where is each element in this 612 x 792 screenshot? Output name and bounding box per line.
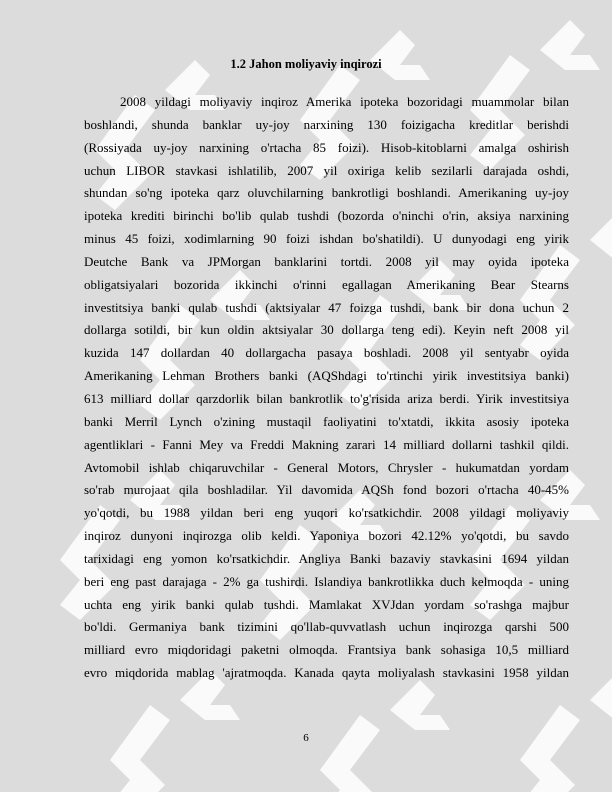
text-line: dollarga sotildi, bir kun oldin aktsiyalar 30 dollarga teng edi). Keyin neft 2008 yil <box>84 322 569 338</box>
text-line: investitsiya banki qulab tushdi (aktsiyalar 47 foizga tushdi, bank bir dona uchun 2 <box>84 299 569 315</box>
text-line: tarixidagi eng yomon ko'rsatkichdir. Angliya Banki bazaviy stavkasini 1694 yildan <box>84 550 569 566</box>
text-line: minus 45 foizi, xodimlarning 90 foizi ishdan bo'shatildi). U dunyodagi eng yirik <box>84 231 569 247</box>
text-line: so'rab murojaat qila boshladilar. Yil davomida AQSh fond bozori o'rtacha 40-45% <box>84 482 569 498</box>
text-line: bo'ldi. Germaniya bank tizimini qo'llab-quvvatlash uchun inqirozga qarshi 500 <box>84 619 569 635</box>
text-line: kuzida 147 dollardan 40 dollargacha pasaya boshladi. 2008 yil sentyabr oyida <box>84 345 569 361</box>
text-line: ipoteka krediti birinchi bo'lib qulab tushdi (bozorda o'ninchi o'rin, aksiya narxining <box>84 208 569 224</box>
body-paragraph <box>84 91 569 685</box>
text-line: shundan so'ng ipoteka qarz oluvchilarning bankrotligi boshlandi. Amerikaning uy-joy <box>84 185 569 201</box>
text-line: obligatsiyalari bozorida ikkinchi o'rinni egallagan Amerikaning Bear Stearns <box>84 276 569 292</box>
text-line: 613 milliard dollar qarzdorlik bilan bankrotlik to'g'risida ariza berdi. Yirik investitsiya <box>84 390 569 406</box>
page-number: 6 <box>303 732 309 744</box>
text-line: Avtomobil ishlab chiqaruvchilar - General Motors, Chrysler - hukumatdan yordam <box>84 459 569 475</box>
text-line: Amerikaning Lehman Brothers banki (AQShdagi to'rtinchi yirik investitsiya banki) <box>84 368 569 384</box>
text-line: uchta eng yirik banki qulab tushdi. Mamlakat XVJdan yordam so'rashga majbur <box>84 596 569 612</box>
text-line: inqiroz dunyoni inqirozga olib keldi. Yaponiya bozori 42.12% yo'qotdi, bu savdo <box>84 528 569 544</box>
text-line: 2008 yildagi moliyaviy inqiroz Amerika ipoteka bozoridagi muammolar bilan <box>120 94 569 109</box>
text-line: yo'qotdi, bu 1988 yildan beri eng yuqori ko'rsatkichdir. 2008 yildagi moliyaviy <box>84 505 569 521</box>
text-line: evro miqdorida mablag 'ajratmoqda. Kanada qayta moliyalash stavkasini 1958 yildan <box>84 665 569 681</box>
text-line: (Rossiyada uy-joy narxining o'rtacha 85 foizi). Hisob-kitoblarni amalga oshirish <box>84 139 569 155</box>
text-line: beri eng past darajaga - 2% ga tushirdi. Islandiya bankrotlikka duch kelmoqda - uning <box>84 573 569 589</box>
text-line: agentliklari - Fanni Mey va Freddi Makning zarari 14 milliard dollarni tashkil qildi. <box>84 436 569 452</box>
text-line: Deutche Bank va JPMorgan banklarini tortdi. 2008 yil may oyida ipoteka <box>84 253 569 269</box>
text-line: milliard evro miqdoridagi paketni olmoqda. Frantsiya bank sohasiga 10,5 milliard <box>84 642 569 658</box>
text-line: banki Merril Lynch o'zining mustaqil faoliyatini to'xtatdi, ikkita asosiy ipoteka <box>84 413 569 429</box>
text-line: boshlandi, shunda banklar uy-joy narxining 130 foizigacha kreditlar berishdi <box>84 116 569 132</box>
section-heading: 1.2 Jahon moliyaviy inqirozi <box>230 57 382 71</box>
text-line: uchun LIBOR stavkasi ishlatilib, 2007 yil oxiriga kelib sezilarli darajada oshdi, <box>84 162 569 178</box>
